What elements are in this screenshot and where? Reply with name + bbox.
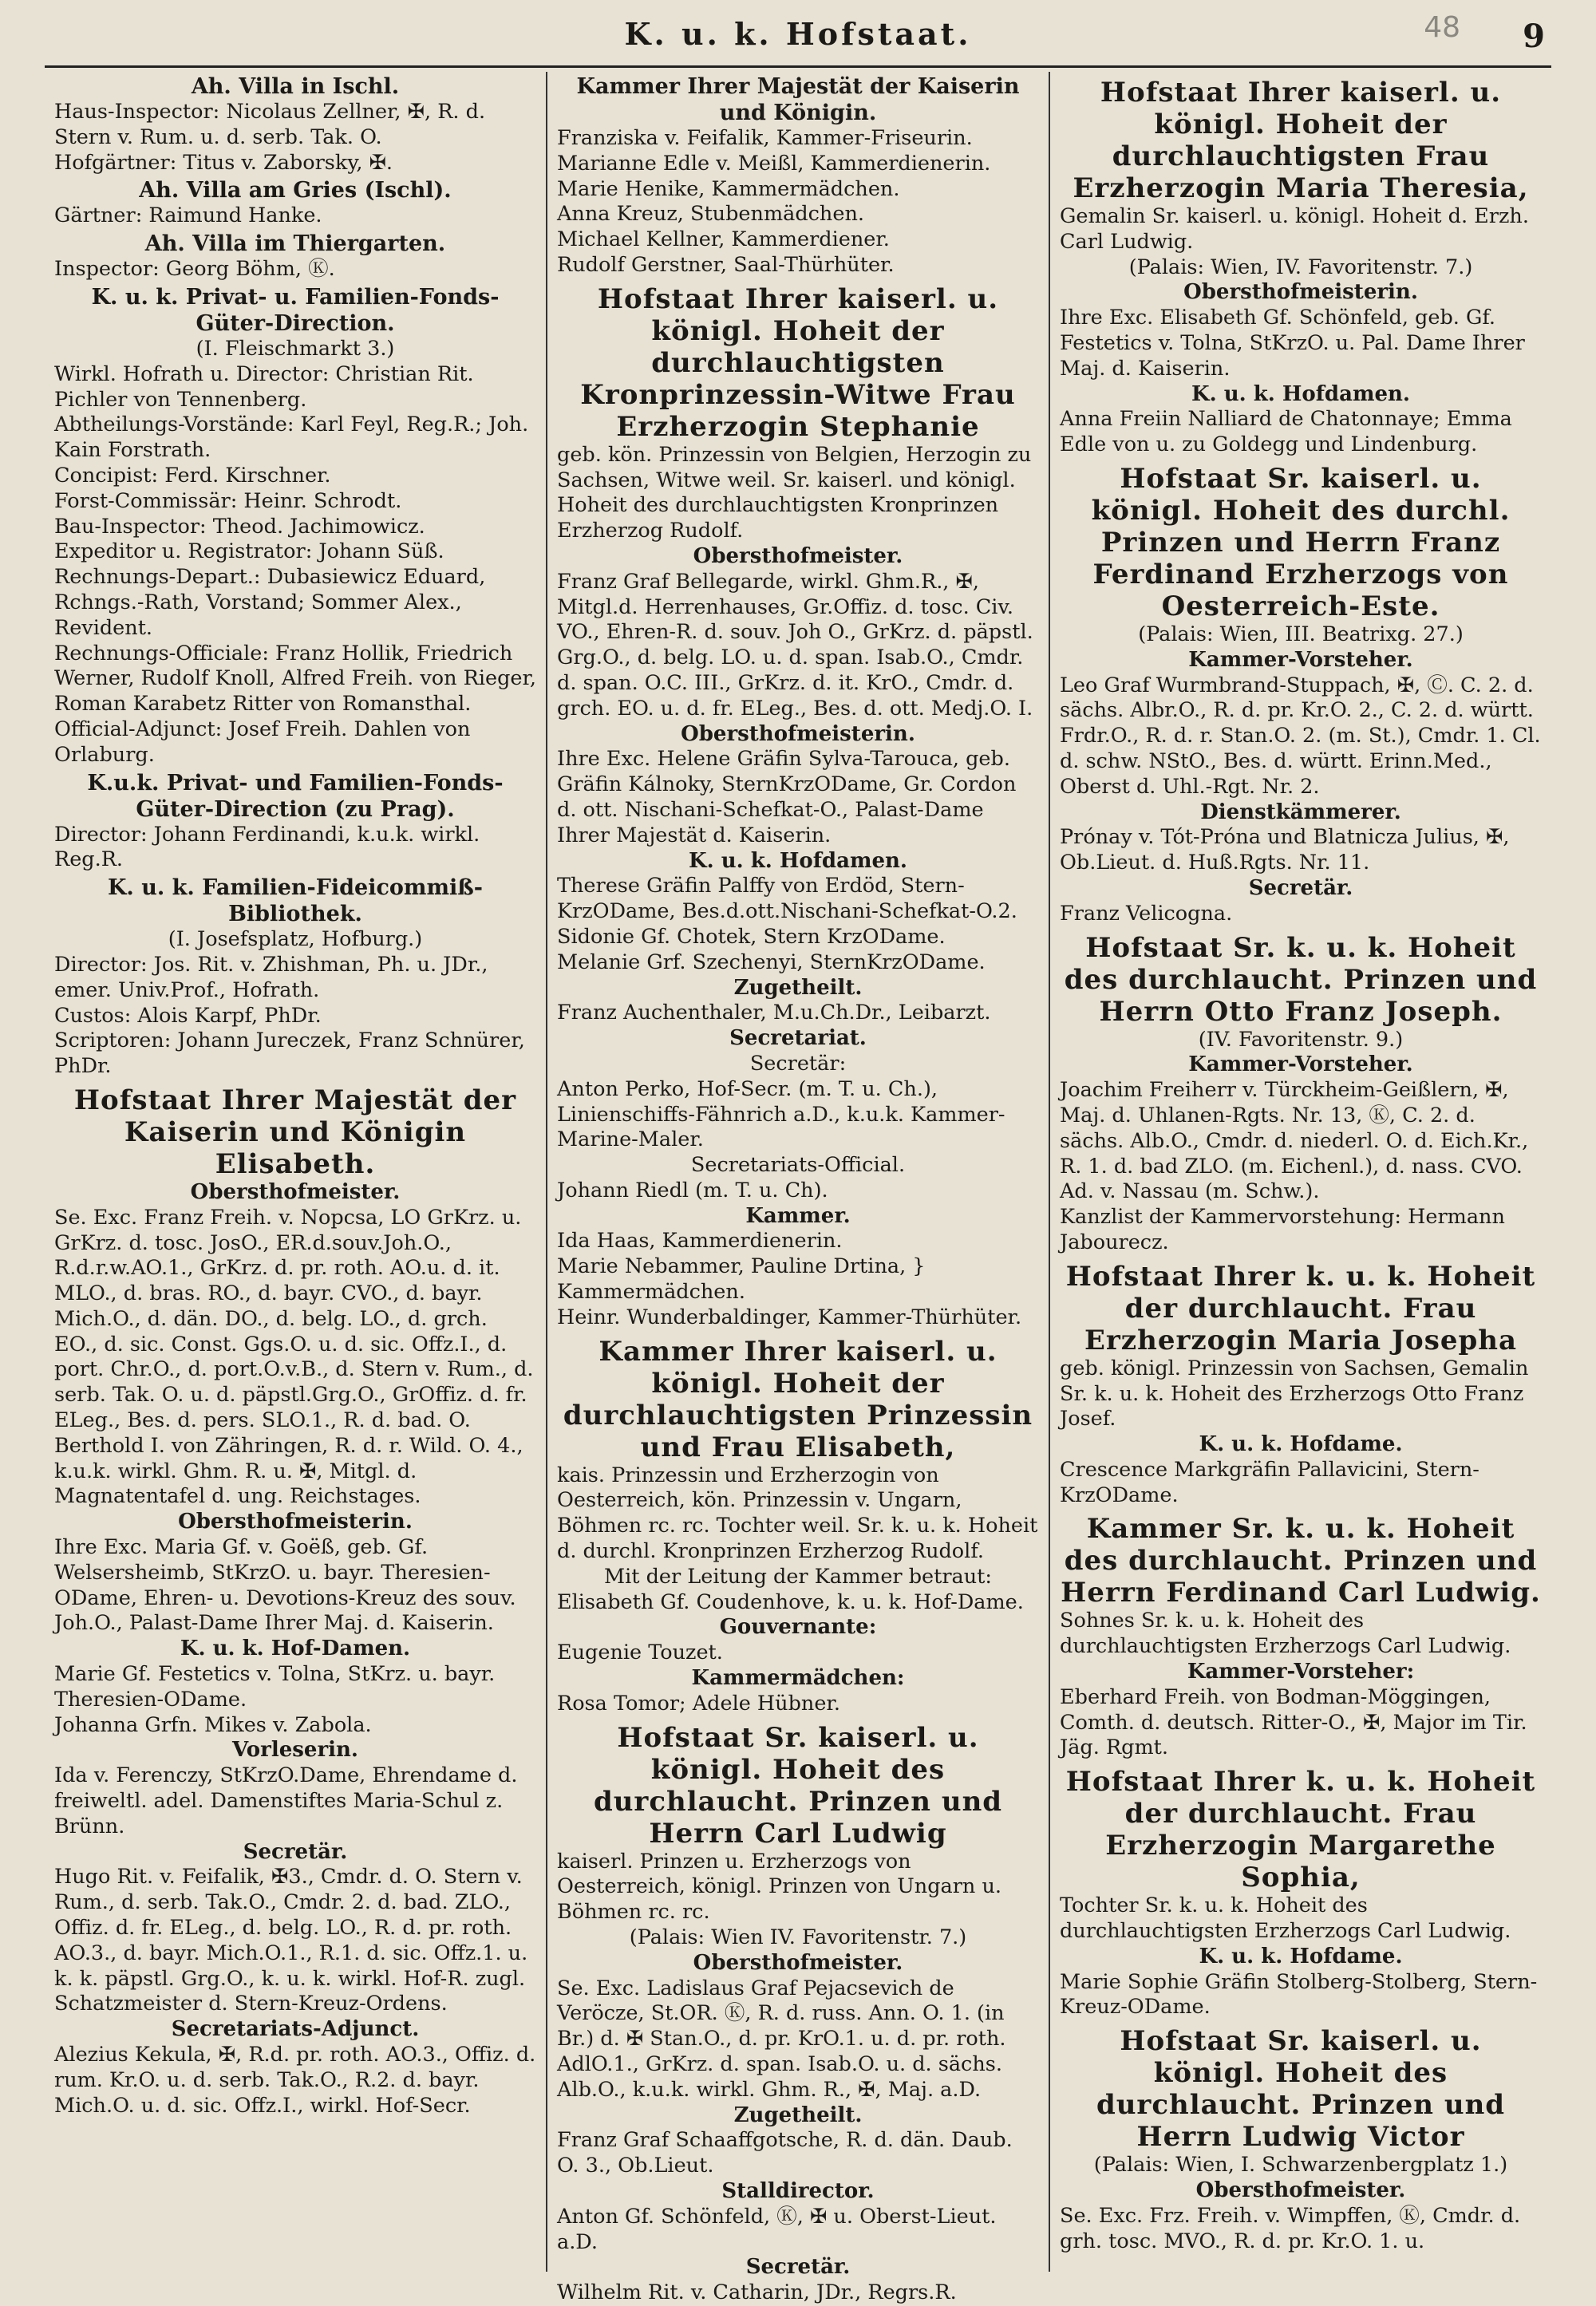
entry-text: geb. königl. Prinzessin von Sachsen, Gemalin Sr. k. u. k. Hoheit des Erzherzogs Otto Franz Josef. [1060,1356,1529,1431]
entry-text: Marie Gf. Festetics v. Tolna, StKrz. u. bayr. Theresien-ODame. [54,1662,496,1712]
centered-note: Mit der Leitung der Kammer betraut: [603,1564,993,1589]
entry-text: Franz Graf Bellegarde, wirkl. Ghm.R., ✠, Mitgl.d. Herrenhauses, Gr.Offiz. d. tosc. Civ. VO., Ehren-R. d. souv. Joh O., GrKrz. d. päpstl. Grg.O., d. belg. LO. u. d. span. Isab.O., Cmdr. d. span. O.C. III., GrKrz. d. it. KrO., Cmdr. d. grch. EO. u. d. fr. ELeg., Bes. d. ott. Medj.O. I. [557,569,1033,721]
subheading: Secretär. [243,1839,348,1864]
entry-text: Abtheilungs-Vorstände: Karl Feyl, Reg.R.; Joh. Kain Forstrath. [54,413,529,463]
entry-text: Bau-Inspector: Theod. Jachimowicz. [54,514,425,539]
header-rule [45,65,1551,68]
entry-text: Forst-Commissär: Heinr. Schrodt. [54,488,402,513]
page-number: 9 [1523,18,1545,55]
household-heading: Kammer Sr. k. u. k. Hoheit des durchlaucht. Prinzen und Herrn Ferdinand Carl Ludwig. [1061,1513,1541,1609]
centered-note: (IV. Favoritenstr. 9.) [1198,1027,1404,1052]
entry-text: Kanzlist der Kammervorstehung: Hermann Jabourecz. [1060,1205,1505,1254]
entry-text: Johanna Grfn. Mikes v. Zabola. [54,1712,372,1737]
entry-text: Marie Henike, Kammermädchen. [557,176,900,201]
section-heading: K. u. k. Privat- u. Familien-Fonds-Güter-Direction. [91,284,500,336]
subheading: Kammer. [745,1203,851,1228]
section-heading: Ah. Villa in Ischl. [191,74,400,99]
entry-text: Rechnungs-Officiale: Franz Hollik, Friedrich Werner, Rudolf Knoll, Alfred Freih. von Rieger, Roman Karabetz Ritter von Romansthal. [54,641,536,717]
subheading: Dienstkämmerer. [1200,800,1401,824]
subheading: Obersthofmeisterin. [178,1510,413,1534]
entry-text: Alezius Kekula, ✠, R.d. pr. roth. AO.3., Offiz. d. rum. Kr.O. u. d. serb. Tak.O., R.2. d. bayr. Mich.O. u. d. sic. Offz.I., wirkl. Hof-Secr. [54,2043,536,2118]
entry-text: Concipist: Ferd. Kirschner. [54,463,331,488]
subheading: Obersthofmeisterin. [1183,280,1418,305]
entry-text: Se. Exc. Franz Freih. v. Nopcsa, LO GrKrz. u. GrKrz. d. tosc. JosO., ER.d.souv.Joh.O., R.d.r.w.AO.1., GrKrz. d. pr. roth. AO.u. d. it. MLO., d. bras. RO., d. bayr. CVO., d. bayr. Mich.O., d. dän. DO., d. belg. LO., d. grch. EO., d. sic. Const. Ggs.O. u. d. sic. Offz.I., d. port. Chr.O., d. port.O.v.B., d. Stern v. Rum., d. serb. Tak. O. u. d. päpstl.Grg.O., GrOffiz. d. fr. ELeg., Bes. d. pers. SLO.1., R. d. bad. O. Berthold I. von Zähringen, R. d. r. Wild. O. 4., k.u.k. wirkl. Ghm. R. u. ✠, Mitgl. d. Magnatentafel d. ung. Reichstages. [54,1205,534,1509]
entry-text: Director: Johann Ferdinandi, k.u.k. wirkl. Reg.R. [54,822,480,872]
entry-text: Rudolf Gerstner, Saal-Thürhüter. [557,252,895,277]
entry-text: Rechnungs-Depart.: Dubasiewicz Eduard, Rchngs.-Rath, Vorstand; Sommer Alex., Revident. [54,565,486,640]
entry-text: Joachim Freiherr v. Türckheim-Geißlern, ✠, Maj. d. Uhlanen-Rgts. Nr. 13, Ⓚ, C. 2. d. sächs. Alb.O., Cmdr. d. niederl. O. d. Eich.Kr., R. 1. d. bad ZLO. (m. Eichenl.), d. nass. CVO. Ad. v. Nassau (m. Schw.). [1060,1078,1529,1204]
centered-note: Secretariats-Official. [690,1153,906,1178]
centered-note: (Palais: Wien, IV. Favoritenstr. 7.) [1128,255,1473,279]
centered-note: (Palais: Wien IV. Favoritenstr. 7.) [629,1925,967,1950]
section-heading: K. u. k. Familien-Fideicommiß-Bibliothek. [107,875,484,927]
entry-text: Marie Nebammer, Pauline Drtina, } Kammermädchen. [557,1254,926,1305]
entry-text: Ihre Exc. Maria Gf. v. Goëß, geb. Gf. Welsersheimb, StKrzO. u. bayr. Theresien-ODame, Ehren- u. Devotions-Kreuz des souv. Joh.O., Palast-Dame Ihrer Maj. d. Kaiserin. [54,1535,516,1636]
household-heading: Hofstaat Sr. kaiserl. u. königl. Hoheit des durchlaucht. Prinzen und Herrn Ludwig Victor [1096,2025,1506,2154]
household-heading: Hofstaat Ihrer k. u. k. Hoheit der durchlaucht. Frau Erzherzogin Margarethe Sophia, [1065,1766,1536,1894]
subheading: Obersthofmeister. [190,1179,401,1204]
entry-text: Se. Exc. Frz. Freih. v. Wimpffen, Ⓚ, Cmdr. d. grh. tosc. MVO., R. d. pr. Kr.O. 1. u. [1060,2203,1521,2253]
entry-text: Johann Riedl (m. T. u. Ch). [557,1178,828,1202]
text-columns [45,72,1551,2305]
entry-text: Sidonie Gf. Chotek, Stern KrzODame. [557,924,946,949]
entry-text: Elisabeth Gf. Coudenhove, k. u. k. Hof-Dame. [557,1589,1024,1614]
entry-text: kais. Prinzessin und Erzherzogin von Oesterreich, kön. Prinzessin v. Ungarn, Böhmen rc. rc. Tochter weil. Sr. k. u. k. Hoheit d. durchl. Kronprinzen Erzherzog Rudolf. [557,1463,1038,1564]
entry-text: Anna Freiin Nalliard de Chatonnaye; Emma Edle von u. zu Goldegg und Lindenburg. [1060,407,1512,457]
subheading: K. u. k. Hof-Damen. [180,1637,411,1661]
running-head: K. u. k. Hofstaat. [624,16,972,52]
entry-text: Wilhelm Rit. v. Catharin, JDr., Regrs.R. [557,2280,957,2305]
centered-note: Secretär: [749,1051,847,1076]
subheading: Secretär. [1248,875,1353,900]
entry-text: Tochter Sr. k. u. k. Hoheit des durchlauchtigsten Erzherzogs Carl Ludwig. [1060,1893,1511,1944]
household-heading: Hofstaat Ihrer Majestät der Kaiserin und Königin Elisabeth. [73,1084,517,1180]
subheading: Secretariats-Adjunct. [171,2017,420,2042]
subheading: K. u. k. Hofdamen. [689,848,907,873]
household-heading: Hofstaat Ihrer k. u. k. Hoheit der durchlaucht. Frau Erzherzogin Maria Josepha [1065,1260,1536,1356]
entry-text: Eugenie Touzet. [557,1641,723,1665]
household-heading: Kammer Ihrer kaiserl. u. königl. Hoheit der durchlauchtigsten Prinzessin und Frau Elisabeth, [563,1335,1033,1463]
entry-text: Prónay v. Tót-Próna und Blatnicza Julius, ✠, Ob.Lieut. d. Huß.Rgts. Nr. 11. [1060,825,1510,875]
entry-text: Leo Graf Wurmbrand-Stuppach, ✠, Ⓒ. C. 2. d. sächs. Albr.O., R. d. pr. Kr.O. 2., C. 2. d. württ. Frdr.O., R. d. r. Stan.O. 2. (m. St.), Cmdr. 1. Cl. d. schw. NStO., Bes. d. württ. Erinn.Med., Oberst d. Uhl.-Rgt. Nr. 2. [1060,673,1541,799]
entry-text: Anna Kreuz, Stubenmädchen. [557,202,864,227]
entry-text: Michael Kellner, Kammerdiener. [557,227,890,252]
subheading: K. u. k. Hofdame. [1199,1944,1403,1968]
entry-text: Hofgärtner: Titus v. Zaborsky, ✠. [54,150,393,175]
household-heading: Hofstaat Sr. k. u. k. Hoheit des durchlaucht. Prinzen und Herrn Otto Franz Joseph. [1064,931,1538,1028]
subheading: Obersthofmeister. [693,543,903,568]
subheading: K. u. k. Hofdamen. [1191,381,1410,406]
entry-text: Wirkl. Hofrath u. Director: Christian Rit. Pichler von Tennenberg. [54,361,474,412]
section-heading: Kammer Ihrer Majestät der Kaiserin und Königin. [576,74,1020,125]
entry-text: Expeditor u. Registrator: Johann Süß. [54,539,444,564]
subheading: K. u. k. Hofdame. [1199,1432,1403,1457]
entry-text: Custos: Alois Karpf, PhDr. [54,1003,322,1028]
subheading: Secretär. [745,2255,851,2280]
entry-text: Gemalin Sr. kaiserl. u. königl. Hoheit d. Erzh. Carl Ludwig. [1060,204,1529,254]
centered-note: (I. Josefsplatz, Hofburg.) [168,927,423,952]
entry-text: Official-Adjunct: Josef Freih. Dahlen von Orlaburg. [54,717,471,767]
entry-text: Ida v. Ferenczy, StKrzO.Dame, Ehrendame d. freiweltl. adel. Damenstiftes Maria-Schul z. Brünn. [54,1763,518,1838]
subheading: Zugetheilt. [733,2103,863,2127]
entry-text: Eberhard Freih. von Bodman-Möggingen, Comth. d. deutsch. Ritter-O., ✠, Major im Tir. Jäg. Rgmt. [1060,1684,1527,1760]
section-heading: K.u.k. Privat- und Familien-Fonds-Güter-Direction (zu Prag). [87,770,504,822]
household-heading: Hofstaat Sr. kaiserl. u. königl. Hoheit des durchl. Prinzen und Herrn Franz Ferdinand Erzherzogs von Oesterreich-Este. [1091,462,1511,622]
household-heading: Hofstaat Ihrer kaiserl. u. königl. Hoheit der durchlauchtigsten Kronprinzessin-Witwe Frau Erzherzogin Stephanie [580,282,1016,443]
subheading: Kammer-Vorsteher. [1188,647,1413,672]
entry-text: Heinr. Wunderbaldinger, Kammer-Thürhüter. [557,1305,1022,1329]
subheading: Vorleserin. [232,1738,358,1763]
subheading: Kammermädchen: [691,1666,905,1691]
entry-text: Franz Auchenthaler, M.u.Ch.Dr., Leibarzt. [557,1001,991,1025]
entry-text: geb. kön. Prinzessin von Belgien, Herzogin zu Sachsen, Witwe weil. Sr. kaiserl. und königl. Hoheit des durchlauchtigsten Kronprinzen Erzherzog Rudolf. [557,442,1032,543]
subheading: Obersthofmeisterin. [681,721,915,746]
section-heading: Ah. Villa am Gries (Ischl). [139,178,452,203]
subheading: Zugetheilt. [733,975,863,1000]
entry-text: Franziska v. Feifalik, Kammer-Friseurin. [557,126,973,150]
subheading: Secretariat. [729,1026,867,1051]
subheading: Obersthofmeister. [693,1950,903,1975]
entry-text: kaiserl. Prinzen u. Erzherzogs von Oesterreich, königl. Prinzen von Ungarn u. Böhmen rc. rc. [557,1849,1001,1925]
pencil-annotation: 48 [1424,11,1460,44]
entry-text: Marianne Edle v. Meißl, Kammerdienerin. [557,151,991,176]
entry-text: Inspector: Georg Böhm, Ⓚ. [54,257,335,282]
entry-text: Hugo Rit. v. Feifalik, ✠3., Cmdr. d. O. Stern v. Rum., d. serb. Tak.O., Cmdr. 2. d. bad. ZLO., Offiz. d. fr. ELeg., d. belg. LO., R. d. pr. roth. AO.3., d. bayr. Mich.O.1., R.1. d. sic. Offz.1. u. k. k. päpstl. Grg.O., k. u. k. wirkl. Hof-R. zugl. Schatzmeister d. Stern-Kreuz-Ordens. [54,1865,528,2016]
entry-text: Ihre Exc. Helene Gräfin Sylva-Tarouca, geb. Gräfin Kálnoky, SternKrzODame, Gr. Cordon d. ott. Nischani-Schefkat-O., Palast-Dame Ihrer Majestät d. Kaiserin. [557,747,1017,847]
entry-text: Sohnes Sr. k. u. k. Hoheit des durchlauchtigsten Erzherzogs Carl Ludwig. [1060,1609,1511,1659]
subheading: Gouvernante: [719,1615,877,1640]
column-middle [546,72,1049,2305]
entry-text: Director: Jos. Rit. v. Zhishman, Ph. u. JDr., emer. Univ.Prof., Hofrath. [54,952,488,1002]
entry-text: Marie Sophie Gräfin Stolberg-Stolberg, Stern-Kreuz-ODame. [1060,1969,1538,2020]
entry-text: Melanie Grf. Szechenyi, SternKrzODame. [557,950,986,974]
entry-text: Anton Perko, Hof-Secr. (m. T. u. Ch.), Linienschiffs-Fähnrich a.D., k.u.k. Kammer-Marine-Maler. [557,1076,1005,1152]
entry-text: Therese Gräfin Palffy von Erdöd, Stern-KrzODame, Bes.d.ott.Nischani-Schefkat-O.2. [557,874,1017,924]
entry-text: Franz Graf Schaaffgotsche, R. d. dän. Daub. O. 3., Ob.Lieut. [557,2128,1013,2178]
entry-text: Franz Velicogna. [1060,901,1233,926]
household-heading: Hofstaat Sr. kaiserl. u. königl. Hoheit des durchlaucht. Prinzen und Herrn Carl Ludwig [593,1721,1003,1850]
column-right [1049,72,1551,2272]
entry-text: Ida Haas, Kammerdienerin. [557,1229,843,1254]
entry-text: Rosa Tomor; Adele Hübner. [557,1691,840,1716]
entry-text: Scriptoren: Johann Jureczek, Franz Schnürer, PhDr. [54,1029,525,1079]
centered-note: (Palais: Wien, I. Schwarzenbergplatz 1.) [1093,2153,1508,2178]
entry-text: Anton Gf. Schönfeld, Ⓚ, ✠ u. Oberst-Lieut. a.D. [557,2204,997,2254]
household-heading: Hofstaat Ihrer kaiserl. u. königl. Hoheit der durchlauchtigsten Frau Erzherzogin Maria Theresia, [1073,77,1529,204]
subheading: Kammer-Vorsteher: [1187,1660,1415,1684]
entry-text: Crescence Markgräfin Pallavicini, Stern-KrzODame. [1060,1457,1479,1507]
section-heading: Ah. Villa im Thiergarten. [144,231,446,257]
subheading: Kammer-Vorsteher. [1188,1052,1413,1077]
entry-text: Haus-Inspector: Nicolaus Zellner, ✠, R. d. Stern v. Rum. u. d. serb. Tak. O. [54,100,486,149]
centered-note: (Palais: Wien, III. Beatrixg. 27.) [1138,622,1464,646]
column-left [45,72,546,2272]
subheading: Stalldirector. [721,2179,875,2203]
centered-note: (I. Fleischmarkt 3.) [196,336,395,361]
entry-text: Gärtner: Raimund Hanke. [54,203,322,228]
entry-text: Ihre Exc. Elisabeth Gf. Schönfeld, geb. Gf. Festetics v. Tolna, StKrzO. u. Pal. Dame Ihrer Maj. d. Kaiserin. [1060,306,1525,381]
entry-text: Se. Exc. Ladislaus Graf Pejacsevich de Veröcze, St.OR. Ⓚ, R. d. russ. Ann. O. 1. (in Br.) d. ✠ Stan.O., d. pr. KrO.1. u. d. pr. roth. AdlO.1., GrKrz. d. span. Isab.O. u. d. sächs. Alb.O., k.u.k. wirkl. Ghm. R., ✠, Maj. a.D. [557,1976,1006,2102]
subheading: Obersthofmeister. [1195,2178,1406,2203]
